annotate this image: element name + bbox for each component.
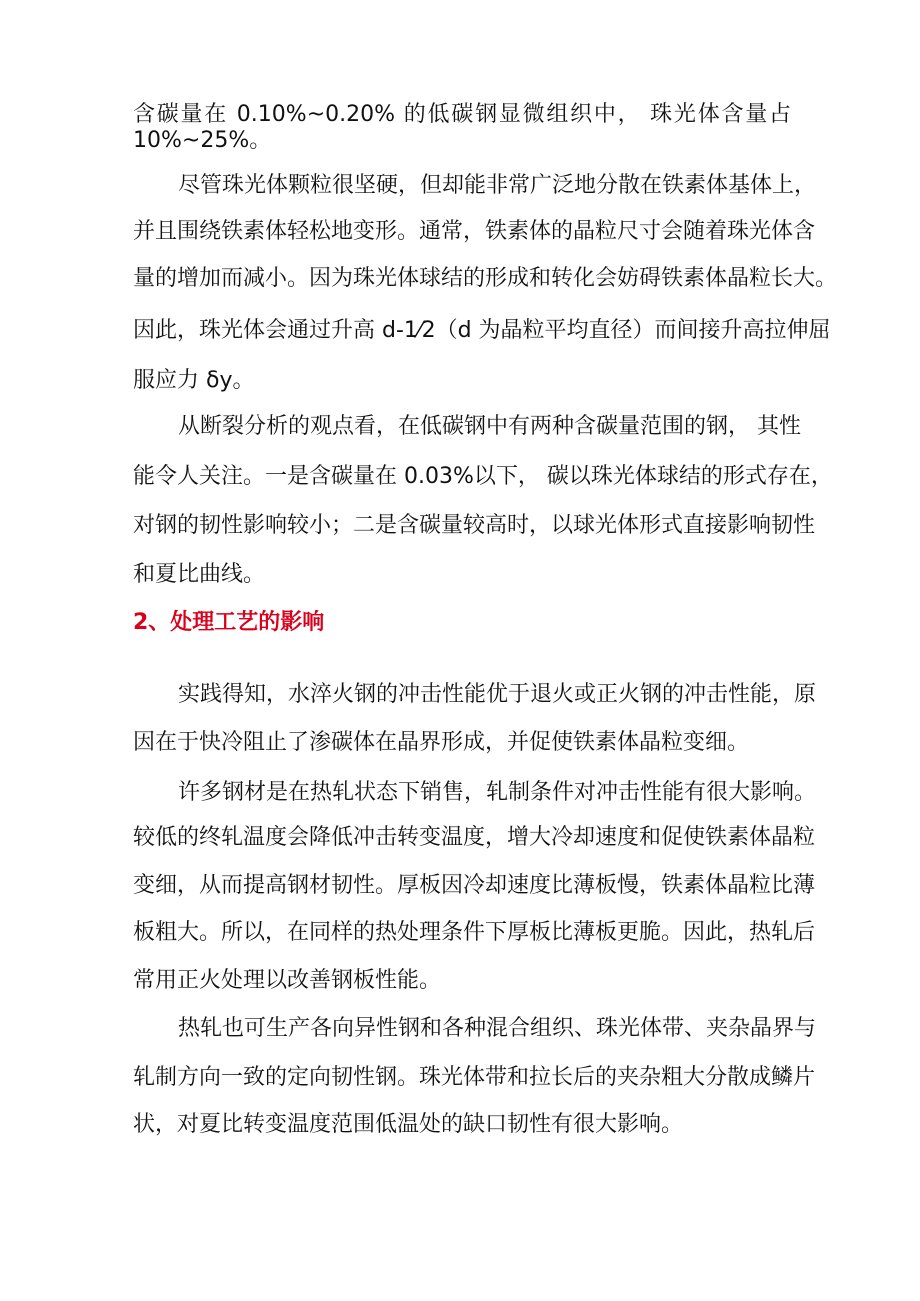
paragraph-4-line-1: 实践得知，水淬火钢的冲击性能优于退火或正火钢的冲击性能，原 [178,682,817,707]
paragraph-4-line-2: 因在于快冷阻止了渗碳体在晶界形成，并促使铁素体晶粒变细。 [133,730,750,755]
paragraph-3-line-4: 和夏比曲线。 [133,562,266,587]
paragraph-3-line-1: 从断裂分析的观点看，在低碳钢中有两种含碳量范围的钢， 其性 [178,414,801,439]
paragraph-2-line-1: 尽管珠光体颗粒很坚硬，但却能非常广泛地分散在铁素体基体上， [178,173,817,198]
paragraph-1-line-1: 含碳量在 0.10%~0.20% 的低碳钢显微组织中， 珠光体含量占 [133,102,791,127]
paragraph-3-line-3: 对钢的韧性影响较小；二是含碳量较高时，以球光体形式直接影响韧性 [133,513,816,538]
paragraph-6-line-1: 热轧也可生产各向异性钢和各种混合组织、珠光体带、夹杂晶界与 [178,1016,817,1041]
section-heading: 2、处理工艺的影响 [133,610,325,635]
paragraph-1-line-2: 10%~25%。 [133,128,272,153]
paragraph-5-line-3: 变细，从而提高钢材韧性。厚板因冷却速度比薄板慢，铁素体晶粒比薄 [133,873,816,898]
paragraph-3-line-2: 能令人关注。一是含碳量在 0.03%以下， 碳以珠光体球结的形式存在， [133,464,833,489]
paragraph-2-line-3: 量的增加而减小。因为珠光体球结的形成和转化会妨碍铁素体晶粒长大。 [133,266,838,291]
paragraph-2-line-5: 服应力 δy。 [133,368,255,393]
paragraph-6-line-3: 状，对夏比转变温度范围低温处的缺口韧性有很大影响。 [133,1112,684,1137]
paragraph-5-line-1: 许多钢材是在热轧状态下销售，轧制条件对冲击性能有很大影响。 [178,780,817,805]
paragraph-2-line-2: 并且围绕铁素体轻松地变形。通常，铁素体的晶粒尺寸会随着珠光体含 [133,219,816,244]
paragraph-6-line-2: 轧制方向一致的定向韧性钢。珠光体带和拉长后的夹杂粗大分散成鳞片 [133,1065,816,1090]
paragraph-5-line-4: 板粗大。所以，在同样的热处理条件下厚板比薄板更脆。因此，热轧后 [133,920,816,945]
paragraph-5-line-5: 常用正火处理以改善钢板性能。 [133,968,442,993]
paragraph-2-line-4: 因此，珠光体会通过升高 d-1⁄2（d 为晶粒平均直径）而间接升高拉伸屈 [133,318,831,343]
paragraph-5-line-2: 较低的终轧温度会降低冲击转变温度，增大冷却速度和促使铁素体晶粒 [133,825,816,850]
